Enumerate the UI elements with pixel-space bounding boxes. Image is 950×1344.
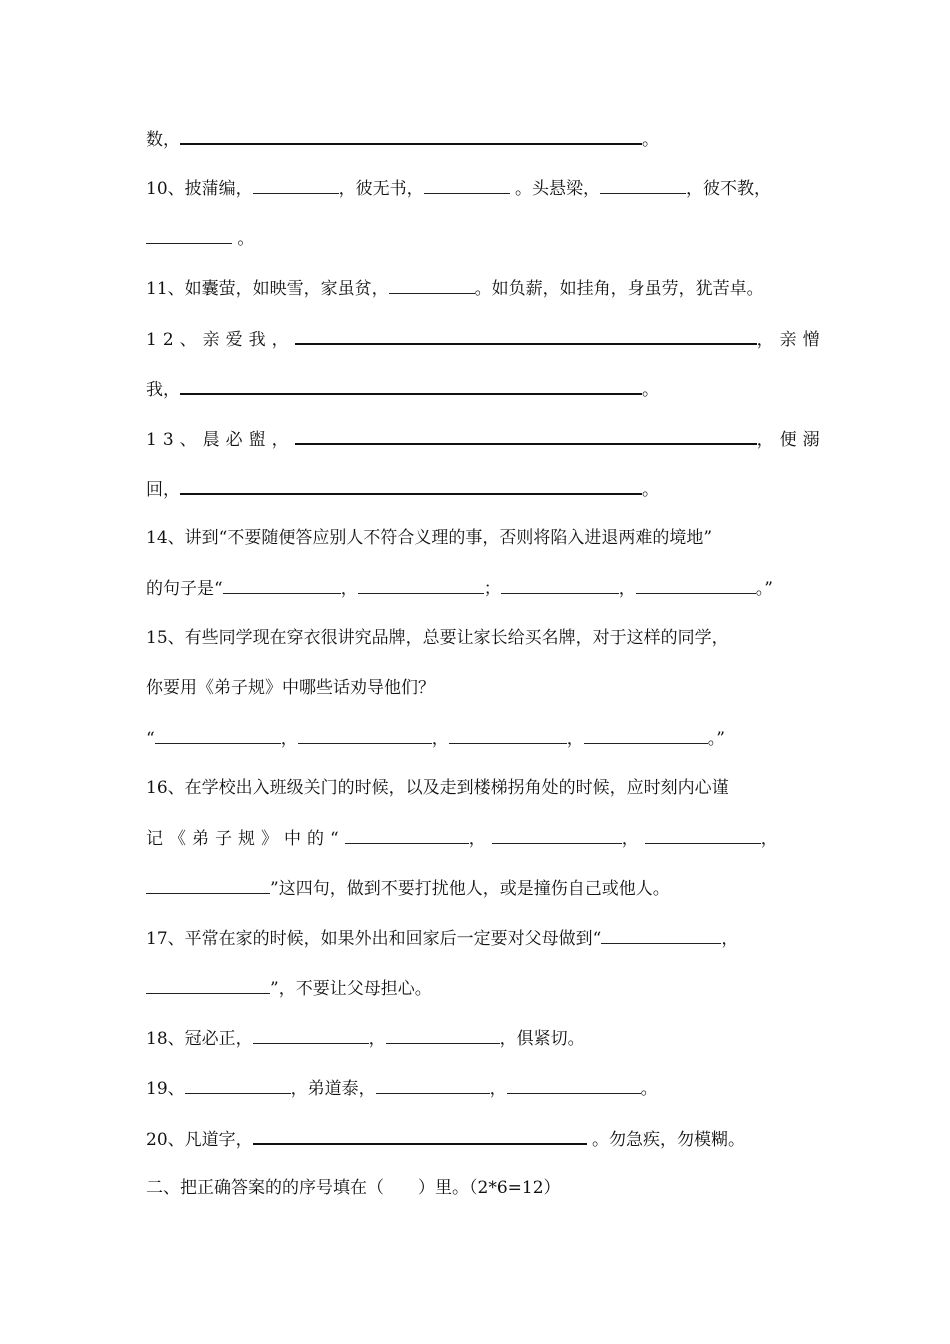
answer-blank[interactable] [295, 328, 757, 345]
question-16: 16、在学校出入班级关门的时候，以及走到楼梯拐角处的时候，应时刻内心谨 [146, 778, 729, 798]
answer-blank[interactable] [601, 928, 721, 944]
question-15-line2: 你要用《弟子规》中哪些话劝导他们？ [146, 678, 435, 698]
answer-blank[interactable] [253, 178, 339, 194]
question-9-continuation: 数， 。 [146, 130, 659, 150]
answer-blank[interactable] [185, 1078, 291, 1094]
answer-blank[interactable] [584, 728, 708, 744]
answer-blank[interactable] [376, 1078, 490, 1094]
question-18: 18、冠必正， ， ，俱紧切。 [146, 1029, 585, 1049]
question-15: 15、有些同学现在穿衣很讲究品牌，总要让家长给买名牌，对于这样的同学， [146, 628, 729, 648]
question-12: 12、亲爱我， ，亲憎 [146, 330, 826, 350]
question-10-continuation: 。 [146, 228, 254, 249]
question-16-line2: 记《弟子规》中的“ ， ， ， [146, 829, 778, 849]
answer-blank[interactable] [492, 828, 622, 844]
question-13: 13、晨必盥， ，便溺 [146, 430, 826, 450]
answer-blank[interactable] [358, 578, 484, 594]
question-19: 19、 ，弟道泰， ， 。 [146, 1079, 658, 1099]
answer-blank[interactable] [636, 578, 756, 594]
answer-blank[interactable] [295, 428, 757, 445]
answer-blank[interactable] [501, 578, 619, 594]
answer-blank[interactable] [180, 128, 642, 145]
section-2-heading: 二、把正确答案的的序号填在（ ）里。（2*6=12） [146, 1178, 561, 1198]
answer-blank[interactable] [389, 278, 475, 294]
question-17-continuation: ”，不要让父母担心。 [146, 978, 432, 999]
answer-blank[interactable] [146, 228, 232, 244]
answer-blank[interactable] [424, 178, 510, 194]
answer-blank[interactable] [600, 178, 686, 194]
answer-blank[interactable] [253, 1028, 369, 1044]
question-10: 10、披蒲编， ，彼无书， 。头悬梁， ，彼不教， [146, 179, 772, 199]
answer-blank[interactable] [253, 1128, 587, 1145]
answer-blank[interactable] [298, 728, 432, 744]
question-20: 20、凡道字， 。勿急疾，勿模糊。 [146, 1130, 746, 1150]
question-16-line3: ”这四句，做到不要打扰他人，或是撞伤自己或他人。 [146, 878, 670, 899]
question-11: 11、如囊萤，如映雪，家虽贫， 。如负薪，如挂角，身虽劳，犹苦卓。 [146, 279, 764, 299]
answer-blank[interactable] [146, 978, 270, 994]
question-14-answer-line: 的句子是“ ， ； ， 。” [146, 579, 773, 599]
question-15-answer-line: “ ， ， ， 。” [146, 729, 725, 749]
question-12-continuation: 我， 。 [146, 380, 659, 400]
answer-blank[interactable] [146, 878, 270, 894]
question-13-continuation: 回， 。 [146, 480, 659, 500]
answer-blank[interactable] [386, 1028, 500, 1044]
answer-blank[interactable] [449, 728, 567, 744]
answer-blank[interactable] [507, 1078, 641, 1094]
question-14: 14、讲到“不要随便答应别人不符合义理的事，否则将陷入进退两难的境地” [146, 528, 713, 548]
answer-blank[interactable] [345, 828, 469, 844]
answer-blank[interactable] [155, 728, 281, 744]
question-17: 17、平常在家的时候，如果外出和回家后一定要对父母做到“ ， [146, 929, 739, 949]
answer-blank[interactable] [645, 828, 761, 844]
answer-blank[interactable] [180, 478, 642, 495]
answer-blank[interactable] [223, 578, 341, 594]
answer-blank[interactable] [180, 378, 642, 395]
